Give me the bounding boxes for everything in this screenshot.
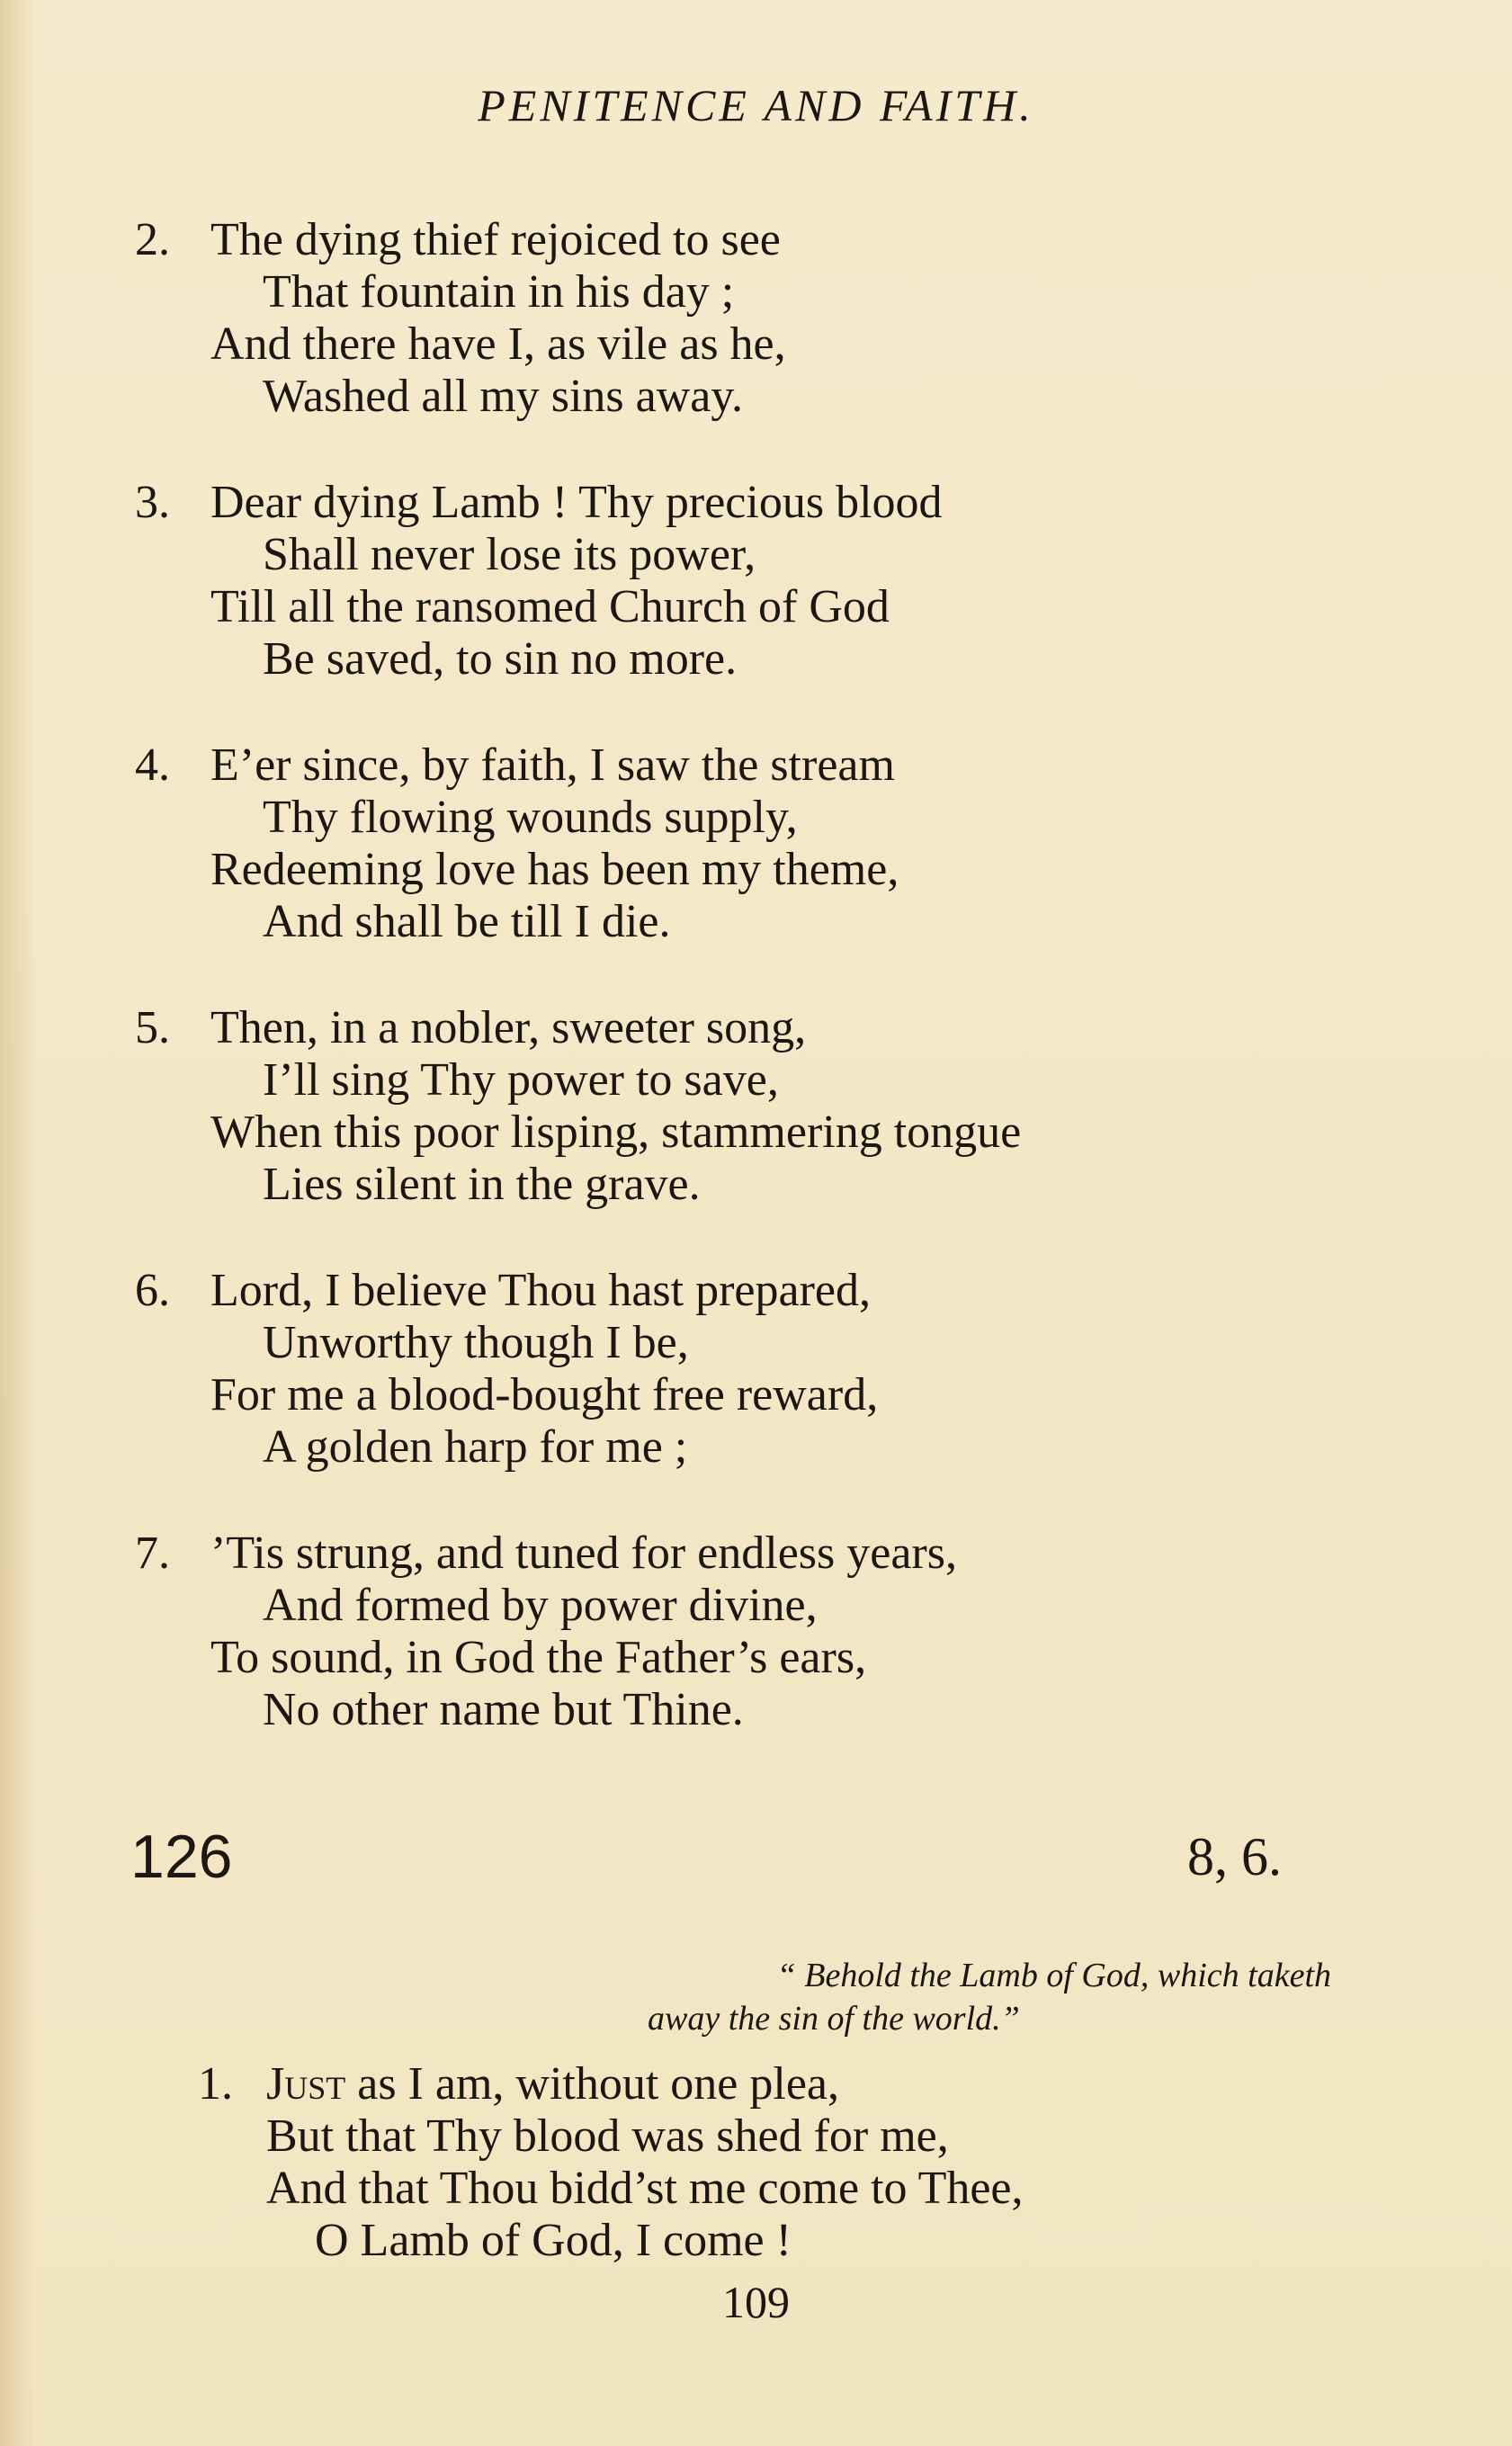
hymn-meter: 8, 6. [1187,1827,1282,1886]
stanza-line: The dying thief rejoiced to see [210,214,781,265]
stanza-number: 3. [135,477,170,528]
stanza-6 [135,1265,1394,1474]
stanza-line: Lies silent in the grave. [263,1159,701,1210]
hymn-number: 126 [130,1823,233,1891]
stanza-number: 1. [198,2058,233,2110]
stanza-line: Be saved, to sin no more. [263,633,738,685]
stanza-line: Redeeming love has been my theme, [210,844,899,895]
stanza-number: 5. [135,1002,170,1053]
stanza-line: And there have I, as vile as he, [210,318,786,370]
stanza-number: 2. [135,214,170,265]
running-title: PENITENCE AND FAITH. [478,80,1034,130]
stanza-line: Till all the ransomed Church of God [210,581,890,632]
stanza-line: And formed by power divine, [263,1580,818,1631]
stanza-line: O Lamb of God, I come ! [315,2215,792,2266]
hymn-126-stanza-1 [198,2058,1457,2267]
stanza-line: Unworthy though I be, [263,1317,689,1368]
stanza-line: To sound, in God the Father’s ears, [210,1632,867,1683]
stanza-line: Then, in a nobler, sweeter song, [210,1002,807,1053]
stanza-line: For me a blood-bought free reward, [210,1369,879,1420]
stanza-line: A golden harp for me ; [263,1421,688,1473]
stanza-3 [135,477,1394,685]
stanza-line: E’er since, by faith, I saw the stream [210,739,895,791]
stanza-line: And shall be till I die. [263,896,671,947]
stanza-line: But that Thy blood was shed for me, [266,2110,949,2162]
stanza-line: Lord, I believe Thou hast prepared, [210,1265,871,1316]
stanza-4 [135,739,1394,948]
stanza-number: 6. [135,1265,170,1316]
stanza-2 [135,214,1394,423]
stanza-line: Dear dying Lamb ! Thy precious blood [210,477,943,528]
epigraph-line: away the sin of the world.” [648,2000,1020,2038]
stanza-7 [135,1528,1394,1736]
stanza-5 [135,1002,1394,1211]
stanza-line: Thy flowing wounds supply, [263,792,798,843]
stanza-line: Washed all my sins away. [263,371,743,422]
stanza-line: as I am, without one plea, [345,2058,839,2110]
epigraph-line: “ Behold the Lamb of God, which taketh [776,1957,1331,1994]
page-number: 109 [722,2277,790,2327]
stanza-line: No other name but Thine. [263,1684,744,1735]
first-word: Just [266,2058,346,2110]
stanza-line: That fountain in his day ; [263,266,735,318]
stanza-number: 7. [135,1528,170,1579]
stanza-line: ’Tis strung, and tuned for endless years, [210,1528,957,1579]
stanza-number: 4. [135,739,170,791]
stanza-line: When this poor lisping, stammering tongue [210,1107,1022,1158]
stanza-line: I’ll sing Thy power to save, [263,1054,779,1106]
stanza-line: Shall never lose its power, [263,529,756,580]
stanza-line: And that Thou bidd’st me come to Thee, [266,2163,1024,2214]
